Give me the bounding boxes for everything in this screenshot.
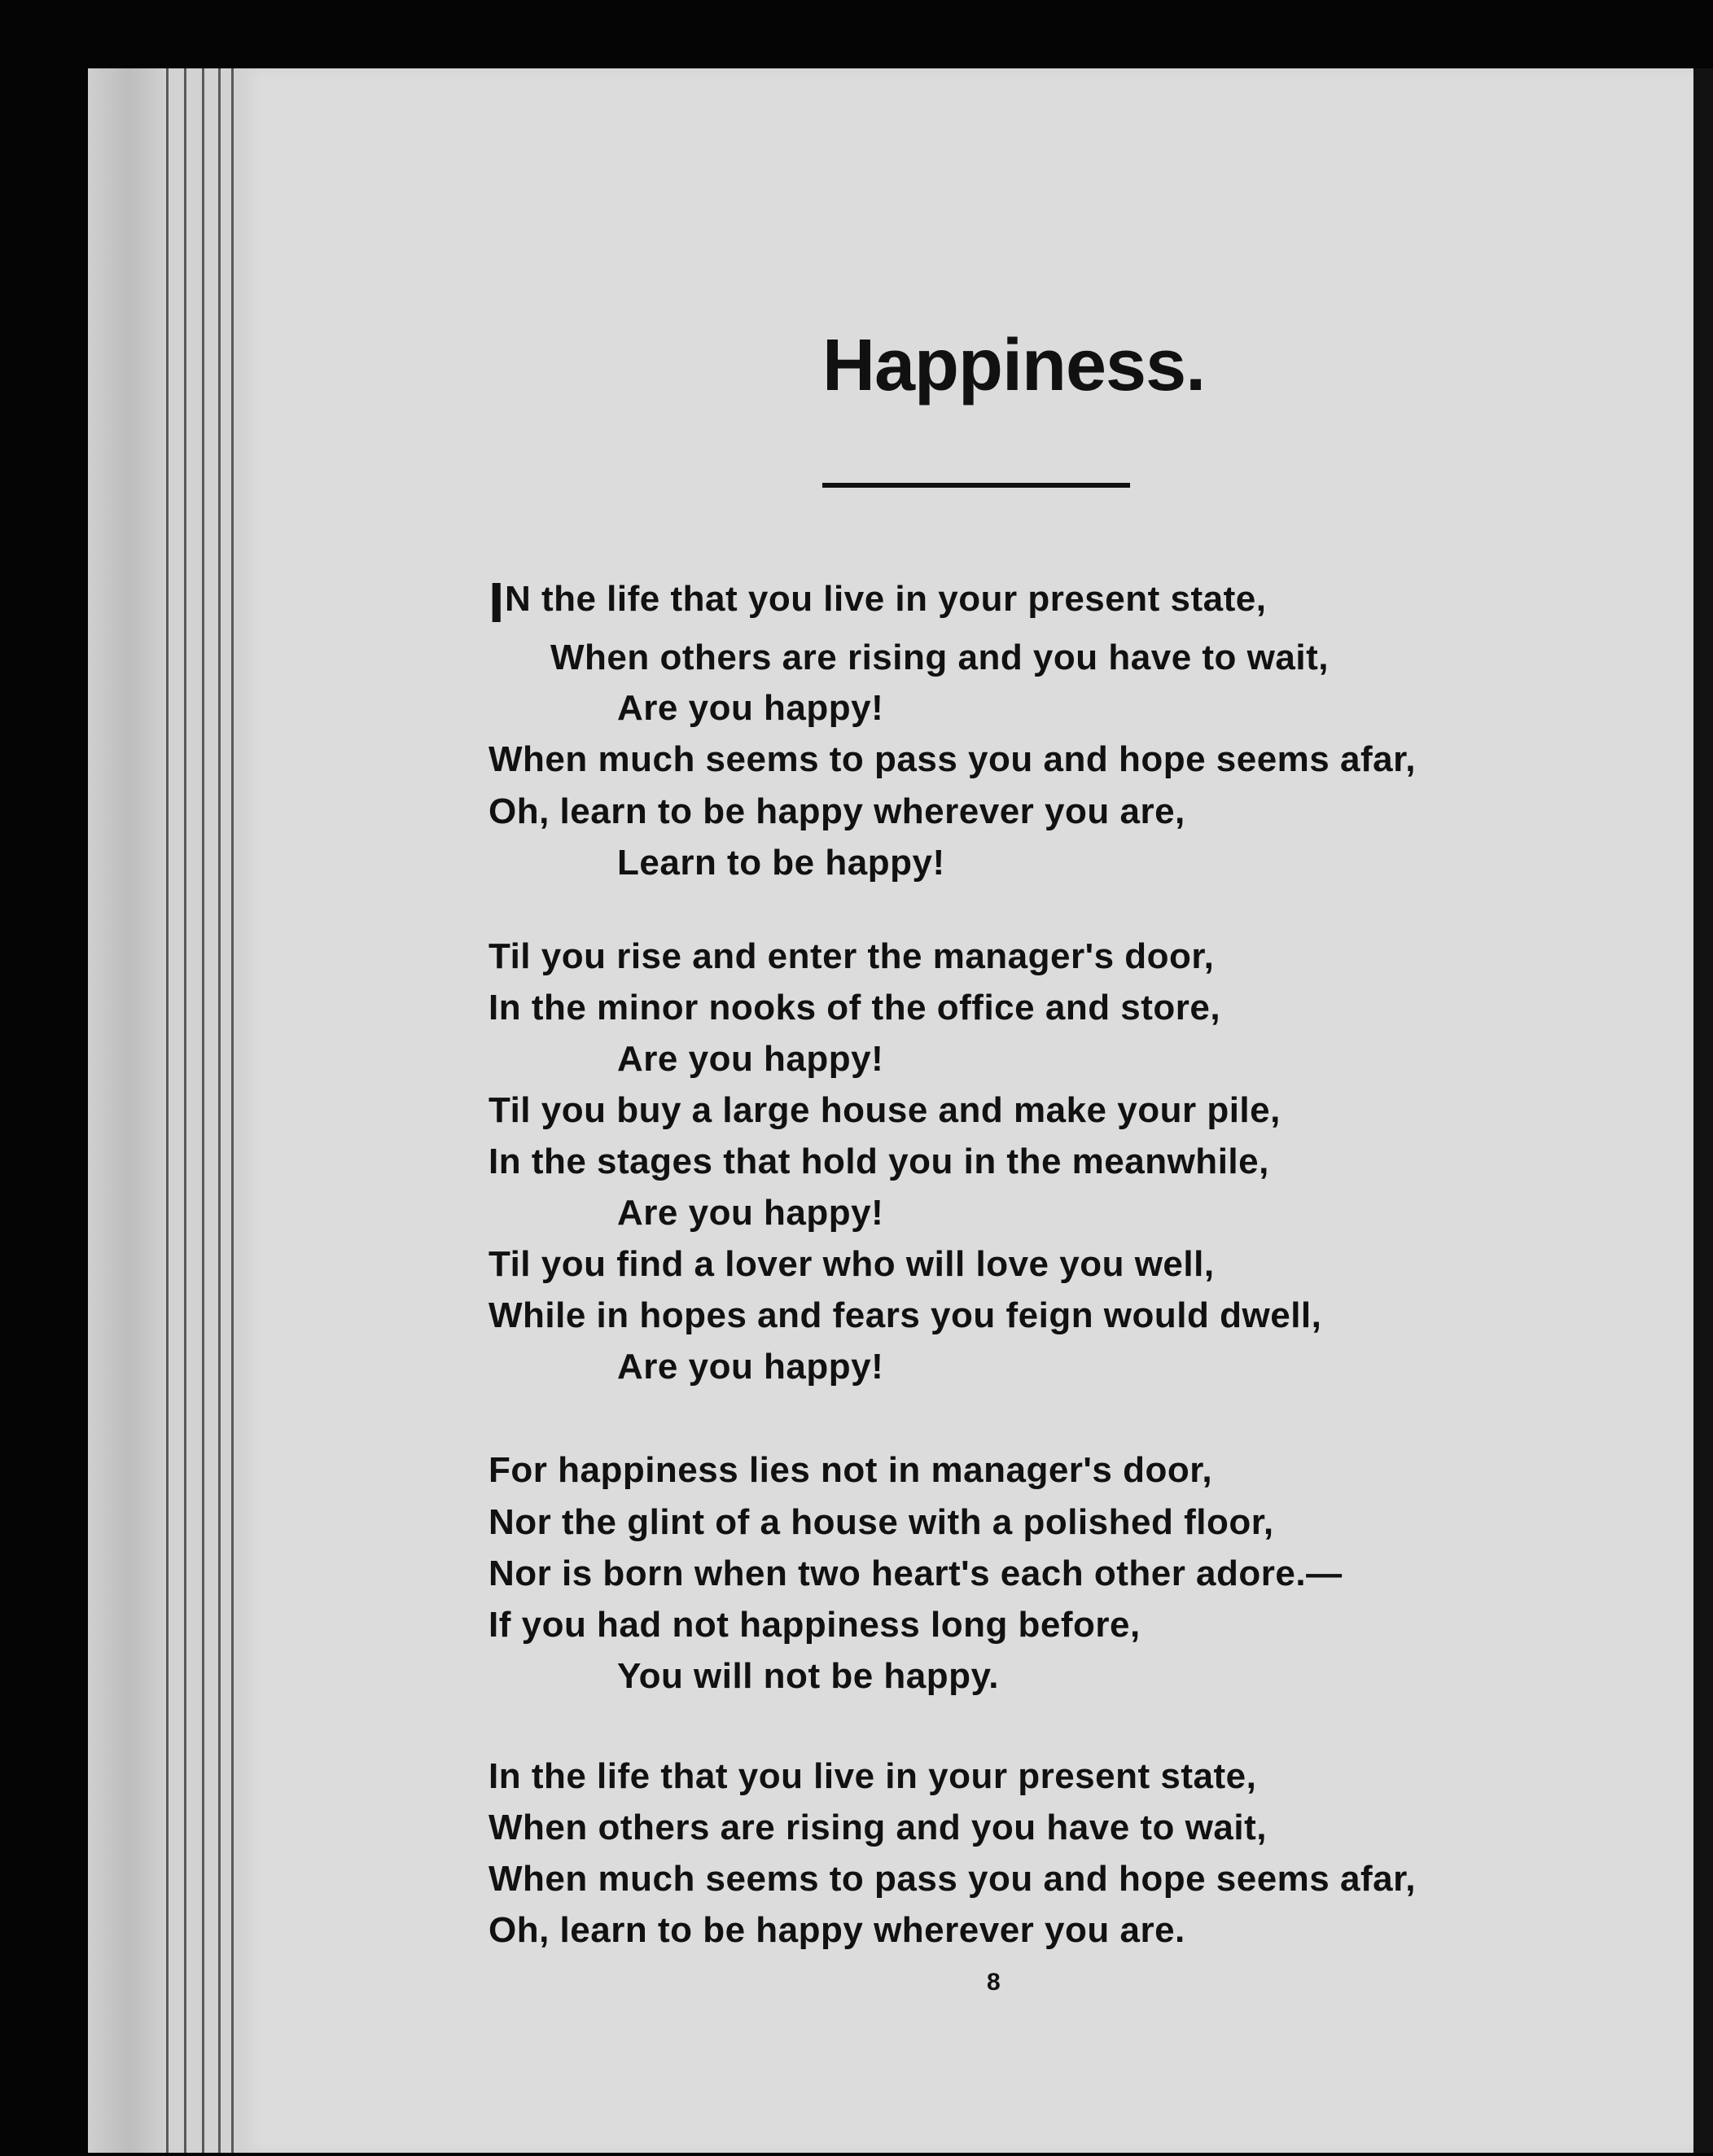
- poem-line: When others are rising and you have to wait,: [550, 638, 1329, 677]
- poem-refrain: Are you happy!: [617, 1347, 884, 1387]
- poem-line-text: N the life that you live in your present state,: [504, 579, 1267, 619]
- poem-line: Til you buy a large house and make your pile,: [488, 1090, 1281, 1130]
- poem-line: [488, 571, 1267, 634]
- poem-line: Nor the glint of a house with a polished floor,: [488, 1502, 1274, 1542]
- poem-line: If you had not happiness long before,: [488, 1605, 1141, 1645]
- poem-refrain: Are you happy!: [617, 1039, 884, 1079]
- title-rule: [822, 483, 1130, 488]
- poem-line: In the life that you live in your present state,: [488, 1756, 1257, 1796]
- poem-line: When much seems to pass you and hope seems afar,: [488, 1859, 1417, 1899]
- poem-refrain: Learn to be happy!: [617, 843, 945, 883]
- page-number: 8: [987, 1969, 1001, 1996]
- drop-cap: I: [488, 571, 505, 634]
- poem-line: When others are rising and you have to wait,: [488, 1808, 1267, 1847]
- poem-line: In the stages that hold you in the meanwhile,: [488, 1142, 1269, 1181]
- poem-line: Nor is born when two heart's each other adore.—: [488, 1553, 1343, 1593]
- poem-line: Oh, learn to be happy wherever you are.: [488, 1910, 1185, 1950]
- poem-refrain: Are you happy!: [617, 1193, 884, 1233]
- poem-refrain: You will not be happy.: [617, 1656, 999, 1696]
- poem-line: Til you find a lover who will love you well,: [488, 1244, 1215, 1284]
- poem-line: For happiness lies not in manager's door,: [488, 1450, 1213, 1490]
- poem-line: Til you rise and enter the manager's door,: [488, 936, 1215, 976]
- poem-title: Happiness.: [822, 325, 1206, 406]
- poem-line: While in hopes and fears you feign would dwell,: [488, 1295, 1322, 1335]
- poem-line: When much seems to pass you and hope seems afar,: [488, 739, 1417, 779]
- poem-line: In the minor nooks of the office and store,: [488, 988, 1221, 1028]
- poem-line: Oh, learn to be happy wherever you are,: [488, 791, 1185, 831]
- poem-refrain: Are you happy!: [617, 688, 884, 728]
